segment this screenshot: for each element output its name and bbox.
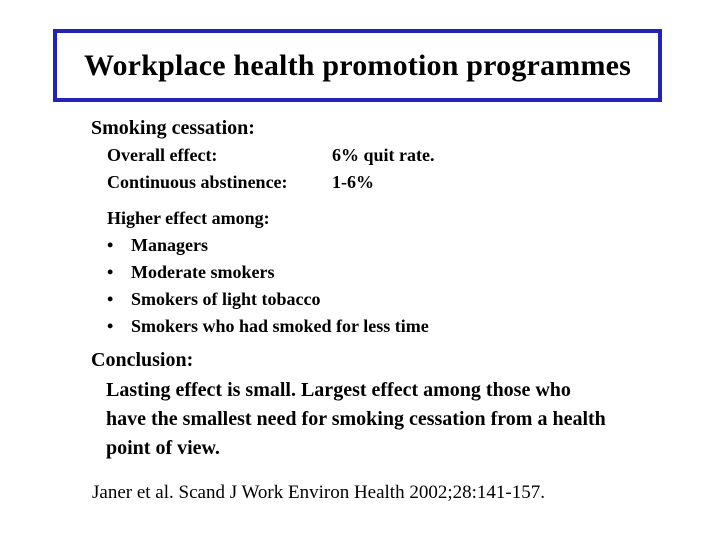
bullet-marker: • — [107, 316, 114, 336]
list-item — [107, 316, 429, 337]
continuous-abstinence-label: Continuous abstinence: — [107, 172, 288, 192]
conclusion-line: Lasting effect is small. Largest effect among those who — [106, 379, 571, 401]
smoking-cessation-heading: Smoking cessation: — [91, 117, 255, 139]
list-item-text: Smokers who had smoked for less time — [131, 316, 429, 336]
list-item-text: Moderate smokers — [131, 262, 275, 282]
list-item — [107, 262, 274, 283]
list-item — [107, 235, 208, 256]
bullet-marker: • — [107, 235, 114, 255]
list-item-text: Smokers of light tobacco — [131, 289, 321, 309]
higher-effect-heading: Higher effect among: — [107, 208, 270, 228]
list-item-text: Managers — [131, 235, 208, 255]
overall-effect-value: 6% quit rate. — [332, 145, 435, 165]
page-title: Workplace health promotion programmes — [83, 48, 632, 82]
bullet-marker: • — [107, 289, 114, 309]
conclusion-line: point of view. — [106, 437, 220, 459]
title-box — [53, 29, 662, 102]
citation: Janer et al. Scand J Work Environ Health 2002;28:141-157. — [92, 482, 545, 503]
bullet-marker: • — [107, 262, 114, 282]
conclusion-heading: Conclusion: — [91, 349, 194, 371]
continuous-abstinence-value: 1-6% — [332, 172, 374, 192]
conclusion-line: have the smallest need for smoking cessation from a health — [106, 408, 606, 430]
overall-effect-label: Overall effect: — [107, 145, 218, 165]
list-item — [107, 289, 320, 310]
